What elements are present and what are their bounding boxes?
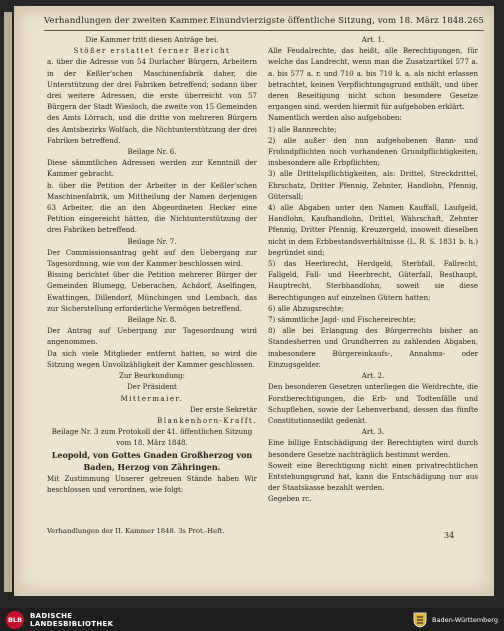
left-column xyxy=(47,34,257,495)
list-item: 6) alle Abzugsrechte; xyxy=(268,303,344,313)
page-footer: Verhandlungen der II. Kammer 1848. 3s Prot.-Heft. xyxy=(47,527,225,535)
signature-name: Mittermaier. xyxy=(120,393,184,403)
signature-role: Der Präsident xyxy=(127,382,177,392)
decree-title: Leopold, von Gottes Gnaden Großherzog von Baden, Herzog von Zähringen. xyxy=(51,449,253,472)
paragraph: Die Kammer tritt diesen Anträge bei. xyxy=(85,35,219,44)
article-heading: Art. 2. xyxy=(361,371,385,381)
bw-name: Baden-Württemberg xyxy=(432,615,498,624)
header-center: Einundvierzigste öffentliche Sitzung, vom 18. März 1848. xyxy=(209,16,467,26)
viewer-footer-bar xyxy=(0,608,504,631)
page-edge xyxy=(4,12,12,592)
paragraph: Da sich viele Mitglieder entfernt hatten, so wird die Sitzung wegen Unvollzähligkeit der Kammer geschlossen. xyxy=(47,348,257,369)
paragraph: Soweit eine Berechtigung nicht einen privatrechtlichen Entstehungsgrund hat, kann die Entschädigung nur aus der Staatskasse bezahlt werden. xyxy=(268,460,478,493)
header-rule xyxy=(44,30,484,31)
paragraph: Diese sämmtlichen Adressen werden zur Kenntniß der Kammer gebracht. xyxy=(47,158,257,179)
list-item: 4) alle Abgaben unter den Namen Kauffall, Laufgeld, Handlohn, Kaufhandlohn, Drittel, Währschaft, Zehnter Pfennig, Dritter Pfennig, Kreuzergeld, insoweit dieselben nicht in dem Erbbestandsverhältnisse (L. R. S. 1831 b. h.) begründet sind; xyxy=(268,203,478,257)
right-column xyxy=(268,34,478,505)
article-heading: Art. 3. xyxy=(361,427,385,437)
blb-name-line2: LANDESBIBLIOTHEK xyxy=(30,619,114,628)
list-item: 1) alle Bannrechte; xyxy=(268,124,337,134)
paragraph: b. über die Petition der Arbeiter in der Keßler'schen Maschinenfabrik, um Mittheilung der Namen derjenigen 63 Arbeiter, die an den Abgeordneten Hecker eine Petition eingereicht hätten, die Nichtunterstützung der drei Fabriken betreffend. xyxy=(47,180,257,235)
blb-name xyxy=(30,612,113,628)
list-item: 3) alle Drittelspflichtigkeiten, als: Drittel, Streckdrittel, Ehrschatz, Dritter Pfennig, Zehnter, Handlohn, Pfennig, Gütersall; xyxy=(268,169,478,201)
closing: Gegeben rc. xyxy=(268,494,312,504)
beilage-label: Beilage Nr. 6. xyxy=(127,147,177,157)
paragraph: Der Commissionsantrag geht auf den Uebergang zur Tagesordnung, wie von der Kammer beschlossen wird. xyxy=(47,247,257,269)
paragraph: Der Antrag auf Uebergang zur Tagesordnung wird angenommen. xyxy=(47,326,257,347)
blb-branding[interactable] xyxy=(0,611,113,629)
blb-logo-icon: BLB xyxy=(6,611,24,629)
list-item: 2) alle außer den nun aufgehobenen Bann- und Frohndpflichten noch vorhandenen Grundpflichtigkeiten, insbesondere alle Erbpflichten; xyxy=(268,135,478,168)
beilage-label: Beilage Nr. 7. xyxy=(127,236,177,246)
signature-intro: Zur Beurkundung: xyxy=(118,371,186,381)
paragraph: Mit Zustimmung Unserer getreuen Stände haben Wir beschlossen und verordnen, wie folgt: xyxy=(47,473,257,494)
paragraph: Namentlich werden also aufgehoben: xyxy=(268,113,402,123)
list-item: 7) sämmtliche Jagd- und Fischereirechte; xyxy=(268,315,416,325)
paragraph: Bissing berichtet über die Petition mehrerer Bürger der Gemeinden Blumegg, Ueberachen, Achdorf, Aselfingen, Ewattingen, Dillendorf, Münchingen und Lembach, das zur Sicherstellung erforderliche Vermögen betreffend. xyxy=(47,270,257,313)
paragraph: Stößer erstattet ferner Bericht xyxy=(73,46,231,56)
coat-of-arms-icon xyxy=(413,612,427,628)
running-head xyxy=(44,16,484,26)
page-number: 265 xyxy=(467,16,484,26)
beilage-label: Beilage Nr. 8. xyxy=(127,315,177,325)
signature-name: Blankenhorn-Krafft. xyxy=(157,415,257,425)
signature-number: 34 xyxy=(444,531,455,540)
article-heading: Art. 1. xyxy=(361,35,385,44)
signature-role: Der erste Sekretär xyxy=(189,404,257,414)
list-item: 5) das Heerbrecht, Herdgeld, Sterbfall, Fallrecht, Fallgeld, Fall- und Heerbrecht, Güterfall, Besthaupt, Hauptrecht, Sterbhandlohn, soweit sie diese Berechtigungen auf einzelnen Gütern hatten; xyxy=(268,259,478,302)
blb-name-line1: BADISCHE xyxy=(30,611,73,620)
header-left: Verhandlungen der zweiten Kammer. xyxy=(44,16,210,26)
list-item: 8) alle bei Erlangung des Bürgerrechts bisher an Standesherren und Grundherren zu zahlenden Abgaben, insbesondere Bürgereinkaufs-, Annahms- oder Einzugsgelder. xyxy=(268,326,478,369)
beilage-heading: Beilage Nr. 3 zum Protokoll der 41. öffentlichen Sitzung vom 18. März 1848. xyxy=(51,427,253,448)
bw-branding[interactable] xyxy=(413,612,504,628)
paragraph: Eine billige Entschädigung der Berechtigten wird durch besondere Gesetze nachträglich bestimmt werden. xyxy=(268,438,478,459)
paragraph: Alle Feudalrechte, das heißt, alle Berechtigungen, für welche das Landrecht, wenn man die Zusatzartikel 577 a. a. bis 577 a. r. und 710 a. bis 710 k. a. als nicht erlassen betrachtet, keinen Verpflichtungsgrund enthält, und über deren Beseitigung nicht schon besondere Gesetze ergangen sind, werden hiermit für aufgehoben erklärt. xyxy=(268,46,478,112)
document-page xyxy=(14,6,494,596)
paragraph: a. über die Adresse von 54 Durlacher Bürgern, Arbeitern in der Keßler'schen Maschinenfabrik daher, die Unterstützung der drei Fabriken betreffend; sodann über drei weitere Adressen, die erste überreicht von 57 Bürgern der Stadt Wiesloch, die zweite von 15 Gemeinden des Amts Lörrach, und die dritte von mehreren Bürgern des Amtsbezirks Wolfach, die Nichtunterstützung der drei Fabriken betreffend. xyxy=(47,57,257,145)
paragraph: Den besonderen Gesetzen unterliegen die Weidrechte, die Forstberechtigungen, die Erb- und Todtenfälle und Schupflehen, sowie der Lehenverband, dessen das fünfte Constitutionsedikt gedenkt. xyxy=(268,382,478,425)
